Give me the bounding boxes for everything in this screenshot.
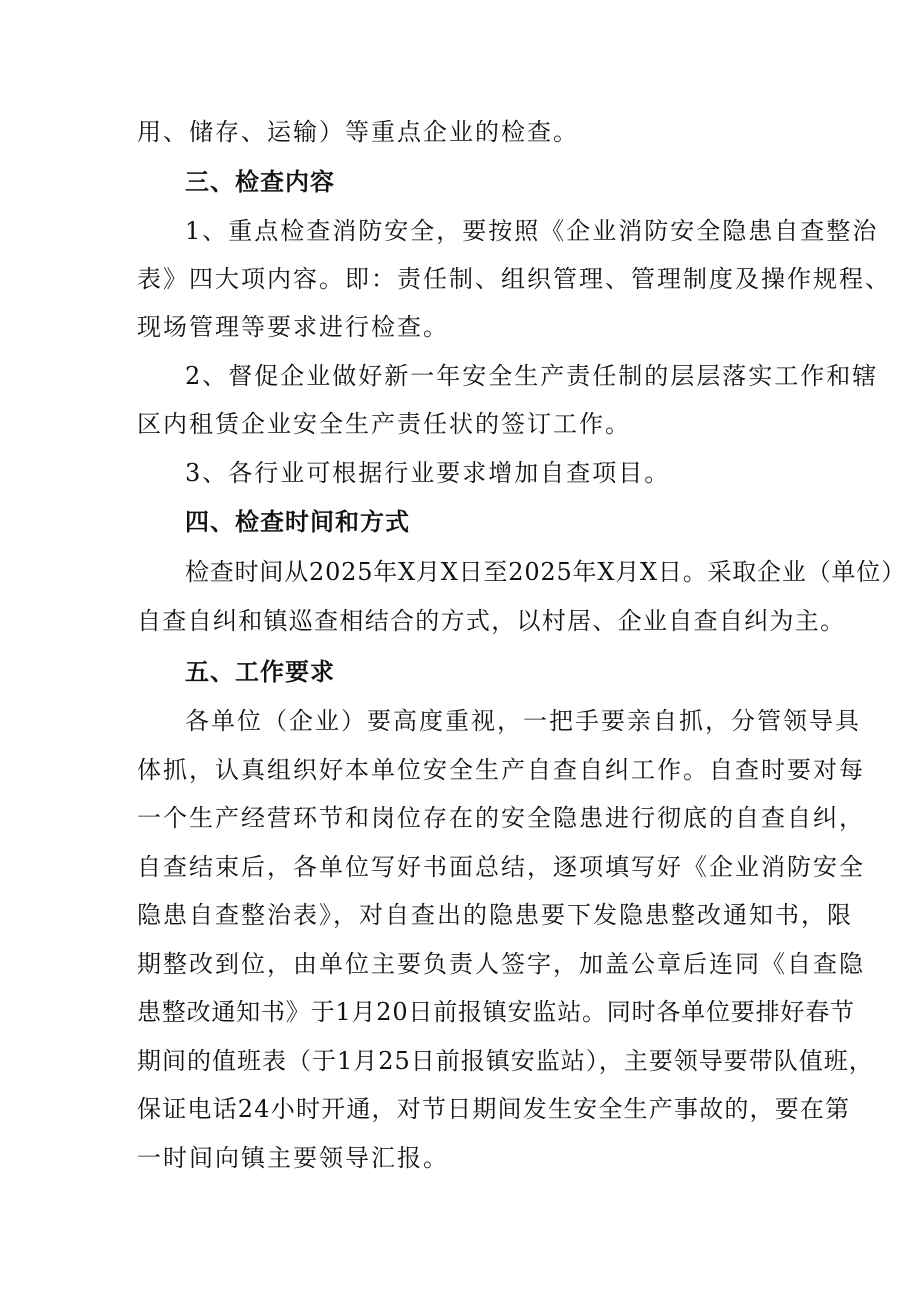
- text-line: 自查结束后，各单位写好书面总结，逐项填写好《企业消防安全: [137, 853, 865, 881]
- text-line: 区内租赁企业安全生产责任状的签订工作。: [137, 410, 631, 438]
- text-line: 1、重点检查消防安全，要按照《企业消防安全隐患自查整治: [185, 217, 879, 245]
- section-heading-5: 五、工作要求: [185, 658, 335, 686]
- text-line: 一时间向镇主要领导汇报。: [137, 1144, 449, 1172]
- text-line: 期间的值班表（于1月25日前报镇安监站），主要领导要带队值班，: [137, 1047, 874, 1075]
- text-line: 保证电话24小时开通，对节日期间发生安全生产事故的，要在第: [137, 1095, 851, 1123]
- text-line: 自查自纠和镇巡查相结合的方式，以村居、企业自查自纠为主。: [137, 607, 846, 635]
- text-line: 检查时间从2025年X月X日至2025年X月X日。采取企业（单位）: [185, 558, 906, 586]
- text-line: 用、储存、运输）等重点企业的检查。: [137, 118, 579, 146]
- text-line: 2、督促企业做好新一年安全生产责任制的层层落实工作和辖: [185, 362, 879, 390]
- text-line: 现场管理等要求进行检查。: [137, 313, 449, 341]
- text-line: 3、各行业可根据行业要求增加自查项目。: [185, 459, 671, 487]
- text-line: 期整改到位，由单位主要负责人签字，加盖公章后连同《自查隐: [137, 950, 865, 978]
- text-line: 患整改通知书》于1月20日前报镇安监站。同时各单位要排好春节: [137, 998, 855, 1026]
- section-heading-4: 四、检查时间和方式: [185, 508, 410, 536]
- text-line: 表》四大项内容。即：责任制、组织管理、管理制度及操作规程、: [137, 265, 891, 293]
- section-heading-3: 三、检查内容: [185, 168, 335, 196]
- text-line: 各单位（企业）要高度重视，一把手要亲自抓，分管领导具: [185, 707, 861, 735]
- text-line: 一个生产经营环节和岗位存在的安全隐患进行彻底的自查自纠，: [137, 804, 865, 832]
- text-line: 体抓，认真组织好本单位安全生产自查自纠工作。自查时要对每: [137, 756, 865, 784]
- text-line: 隐患自查整治表》，对自查出的隐患要下发隐患整改通知书，限: [137, 901, 853, 929]
